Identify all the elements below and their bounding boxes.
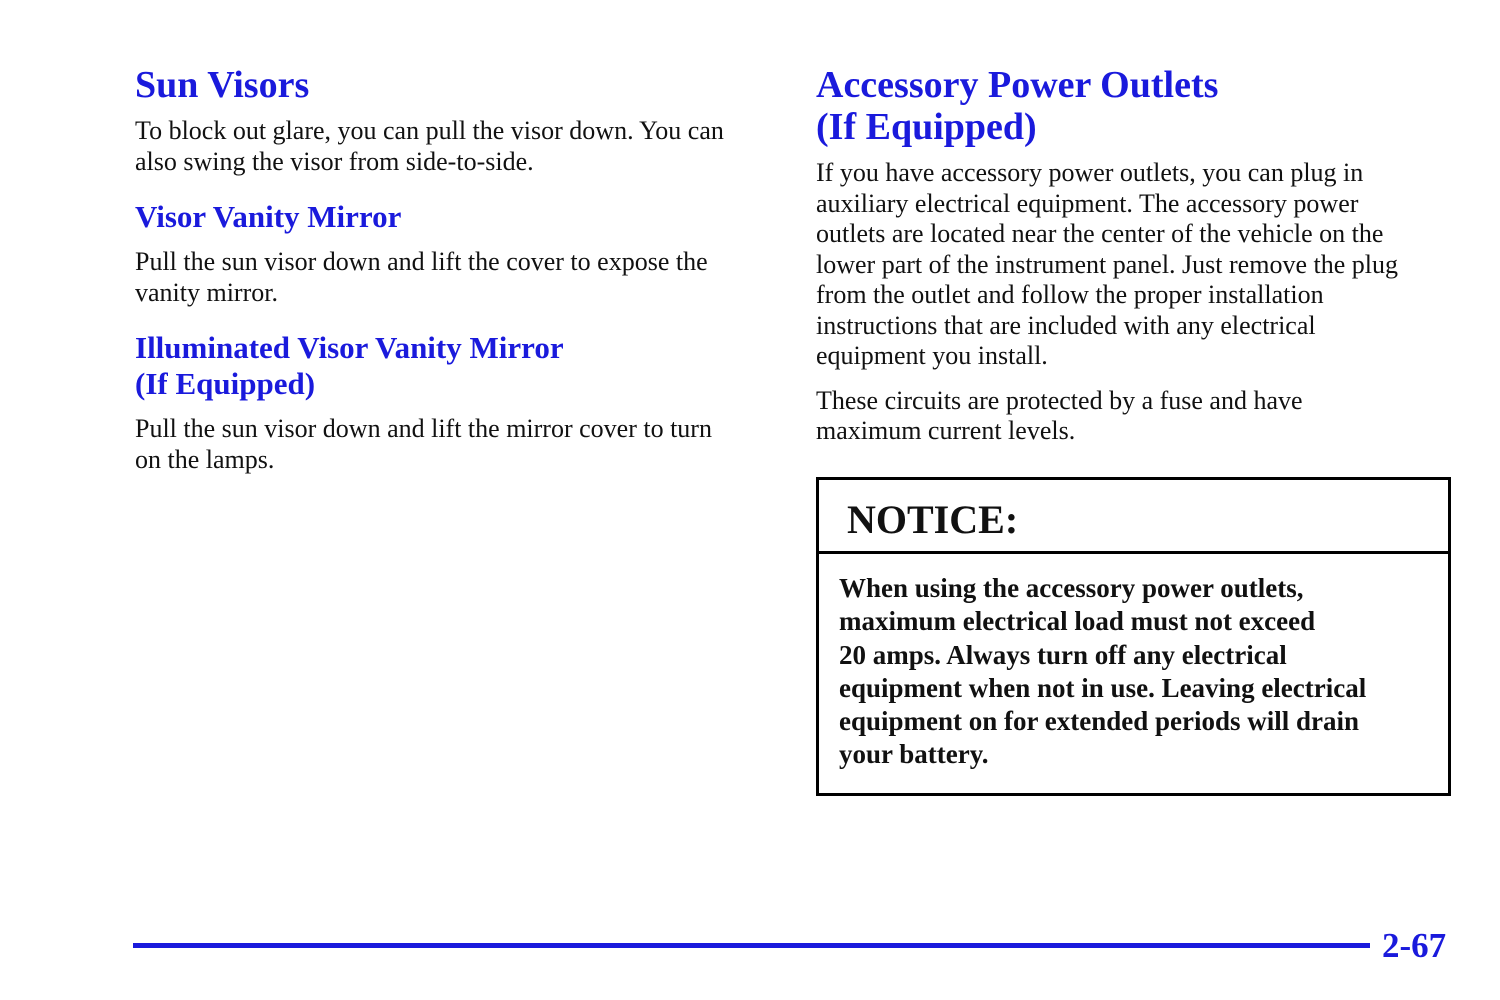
notice-line: your battery. xyxy=(839,739,989,770)
text-line: Pull the sun visor down and lift the cover to expose the xyxy=(135,247,708,276)
heading-line: Accessory Power Outlets xyxy=(816,64,1219,106)
notice-line: When using the accessory power outlets, xyxy=(839,573,1304,603)
notice-line: equipment on for extended periods will drain xyxy=(839,706,1360,737)
notice-line: equipment when not in use. Leaving electrical xyxy=(839,672,1367,703)
text-line: also swing the visor from side-to-side. xyxy=(135,146,534,176)
notice-line: maximum electrical load must not exceed xyxy=(839,606,1316,637)
accessory-outlets-heading xyxy=(816,64,1452,148)
text-line: instructions that are included with any electrical xyxy=(816,310,1316,340)
text-line: Pull the sun visor down and lift the mirror cover to turn xyxy=(135,414,712,443)
footer-rule xyxy=(133,943,1370,948)
text-line: on the lamps. xyxy=(135,444,275,474)
left-column xyxy=(135,64,775,475)
notice-body xyxy=(819,554,1448,772)
accessory-outlets-paragraph-2 xyxy=(816,386,1452,447)
text-line: maximum current levels. xyxy=(816,416,1076,445)
visor-vanity-mirror-heading: Visor Vanity Mirror xyxy=(135,199,402,234)
heading-line: Illuminated Visor Vanity Mirror xyxy=(135,330,564,365)
notice-box xyxy=(816,477,1451,796)
sun-visors-heading: Sun Visors xyxy=(135,64,310,106)
page-number: 2-67 xyxy=(1382,926,1447,965)
illuminated-mirror-paragraph xyxy=(135,414,775,475)
text-line: If you have accessory power outlets, you can plug in xyxy=(816,158,1364,187)
text-line: lower part of the instrument panel. Just remove the plug xyxy=(816,249,1398,279)
text-line: from the outlet and follow the proper installation xyxy=(816,280,1324,309)
text-line: outlets are located near the center of the vehicle on the xyxy=(816,219,1384,248)
illuminated-mirror-heading xyxy=(135,330,775,402)
text-line: equipment you install. xyxy=(816,341,1048,370)
notice-line: 20 amps. Always turn off any electrical xyxy=(839,639,1287,670)
notice-heading: NOTICE: xyxy=(819,480,1448,554)
sun-visors-paragraph xyxy=(135,116,775,177)
accessory-outlets-paragraph-1 xyxy=(816,158,1452,372)
heading-line: (If Equipped) xyxy=(816,106,1037,148)
right-column xyxy=(816,64,1452,447)
text-line: To block out glare, you can pull the visor down. You can xyxy=(135,116,724,145)
heading-line: (If Equipped) xyxy=(135,366,316,401)
visor-vanity-mirror-paragraph xyxy=(135,247,775,308)
text-line: vanity mirror. xyxy=(135,277,278,307)
text-line: auxiliary electrical equipment. The accessory power xyxy=(816,188,1359,218)
text-line: These circuits are protected by a fuse and have xyxy=(816,385,1303,415)
